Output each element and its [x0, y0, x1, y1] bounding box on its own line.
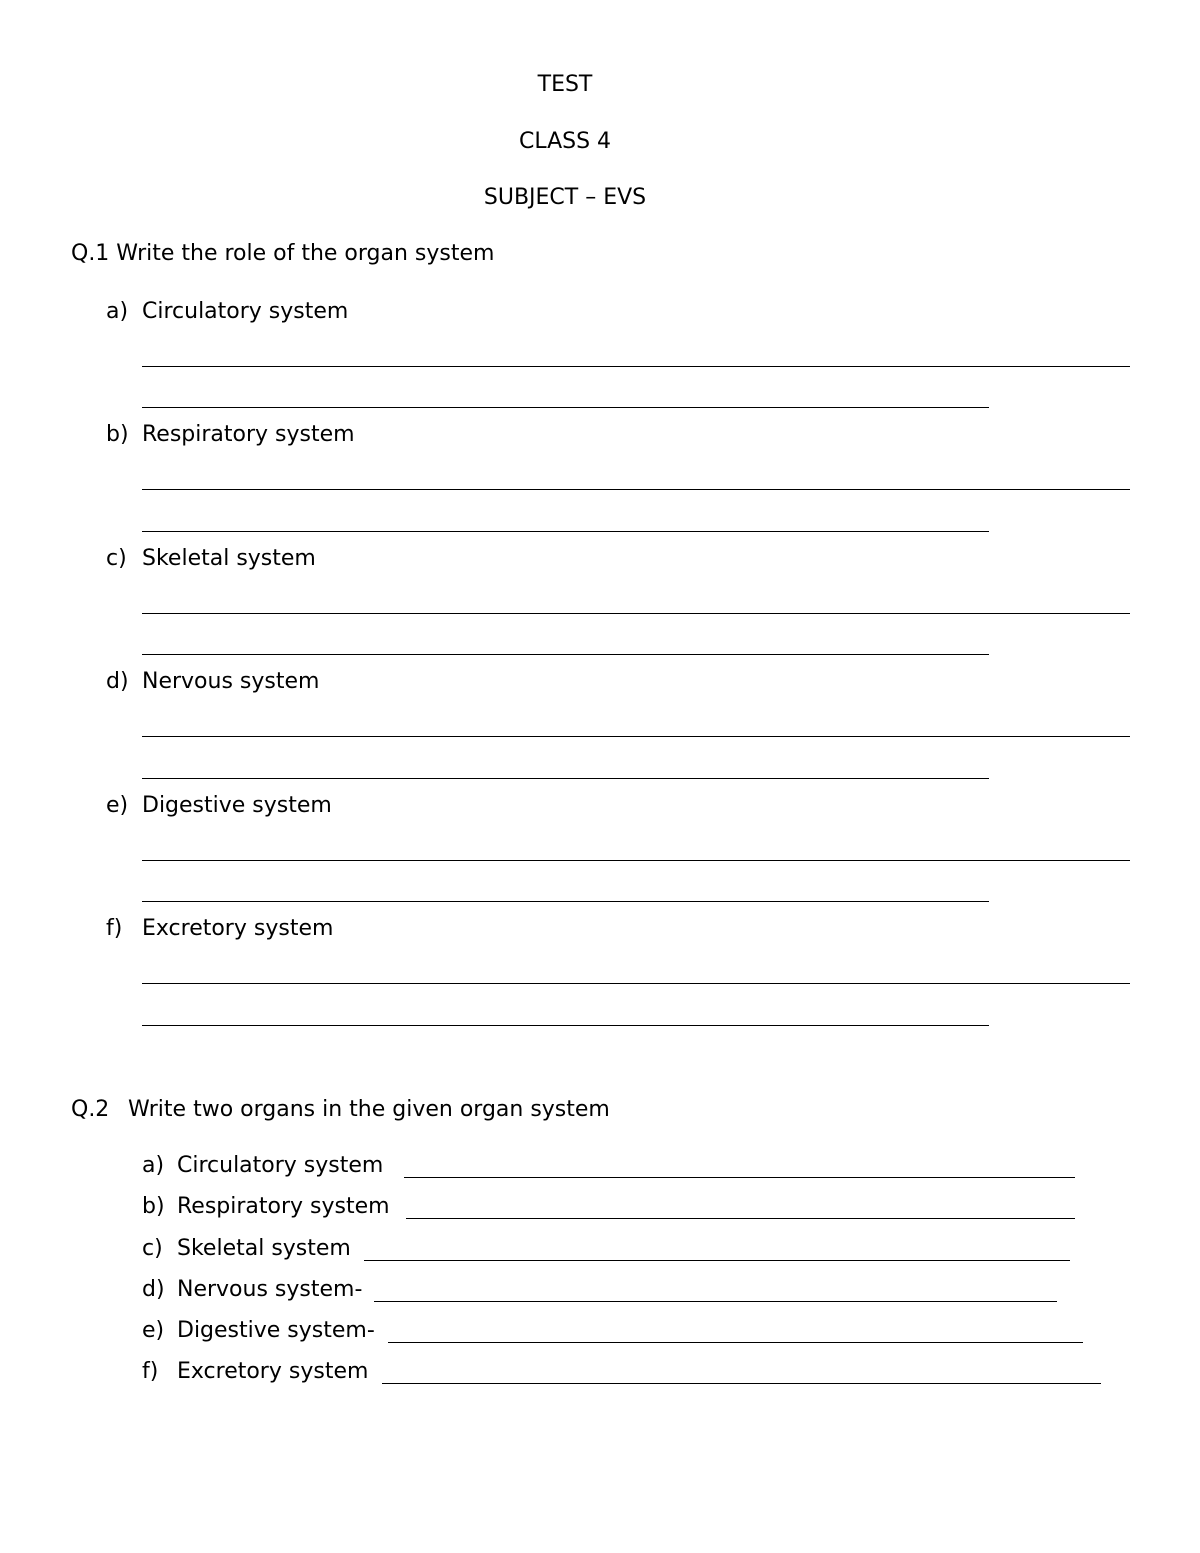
item-marker: e)	[106, 793, 129, 818]
q1-prompt: Q.1 Write the role of the organ system	[71, 241, 495, 266]
answer-line[interactable]	[142, 366, 1130, 367]
item-label: Digestive system-	[177, 1318, 375, 1343]
class-label: CLASS 4	[518, 129, 612, 154]
q2-item-digestive	[142, 1318, 1092, 1344]
item-marker: a)	[142, 1153, 165, 1178]
item-marker: c)	[106, 546, 127, 571]
answer-line[interactable]	[364, 1260, 1070, 1261]
q1-item-digestive	[106, 793, 506, 819]
test-title: TEST	[537, 72, 593, 97]
q2-item-respiratory	[142, 1194, 1082, 1220]
q2-number: Q.2	[71, 1097, 110, 1122]
answer-line[interactable]	[142, 489, 1130, 490]
answer-line[interactable]	[142, 407, 989, 408]
item-marker: d)	[106, 669, 129, 694]
item-marker: f)	[142, 1359, 159, 1384]
answer-line[interactable]	[388, 1342, 1083, 1343]
answer-line[interactable]	[142, 1025, 989, 1026]
item-marker: d)	[142, 1277, 165, 1302]
item-label: Nervous system	[142, 669, 320, 694]
item-marker: b)	[106, 422, 129, 447]
item-label: Excretory system	[142, 916, 334, 941]
q2-item-nervous	[142, 1277, 1082, 1303]
item-label: Respiratory system	[177, 1194, 390, 1219]
q2-item-skeletal	[142, 1236, 1082, 1262]
answer-line[interactable]	[404, 1177, 1075, 1178]
answer-line[interactable]	[142, 531, 989, 532]
answer-line[interactable]	[142, 983, 1130, 984]
item-label: Excretory system	[177, 1359, 369, 1384]
q1-item-circulatory	[106, 299, 506, 325]
q2-prompt: Write two organs in the given organ system	[128, 1097, 610, 1122]
item-label: Nervous system-	[177, 1277, 363, 1302]
item-label: Circulatory system	[142, 299, 349, 324]
answer-line[interactable]	[142, 613, 1130, 614]
q1-item-respiratory	[106, 422, 506, 448]
item-label: Circulatory system	[177, 1153, 384, 1178]
q2-item-excretory	[142, 1359, 1112, 1385]
item-label: Skeletal system	[142, 546, 316, 571]
answer-line[interactable]	[142, 901, 989, 902]
answer-line[interactable]	[142, 654, 989, 655]
item-marker: c)	[142, 1236, 163, 1261]
answer-line[interactable]	[142, 736, 1130, 737]
answer-line[interactable]	[142, 860, 1130, 861]
item-label: Respiratory system	[142, 422, 355, 447]
answer-line[interactable]	[374, 1301, 1057, 1302]
q2-item-circulatory	[142, 1153, 1082, 1179]
subject-label: SUBJECT – EVS	[483, 185, 647, 210]
item-marker: f)	[106, 916, 123, 941]
item-label: Digestive system	[142, 793, 332, 818]
answer-line[interactable]	[382, 1383, 1101, 1384]
q1-item-nervous	[106, 669, 506, 695]
q1-item-skeletal	[106, 546, 506, 572]
item-marker: a)	[106, 299, 129, 324]
answer-line[interactable]	[142, 778, 989, 779]
item-marker: b)	[142, 1194, 165, 1219]
answer-line[interactable]	[406, 1218, 1075, 1219]
q1-item-excretory	[106, 916, 506, 942]
item-marker: e)	[142, 1318, 165, 1343]
item-label: Skeletal system	[177, 1236, 351, 1261]
